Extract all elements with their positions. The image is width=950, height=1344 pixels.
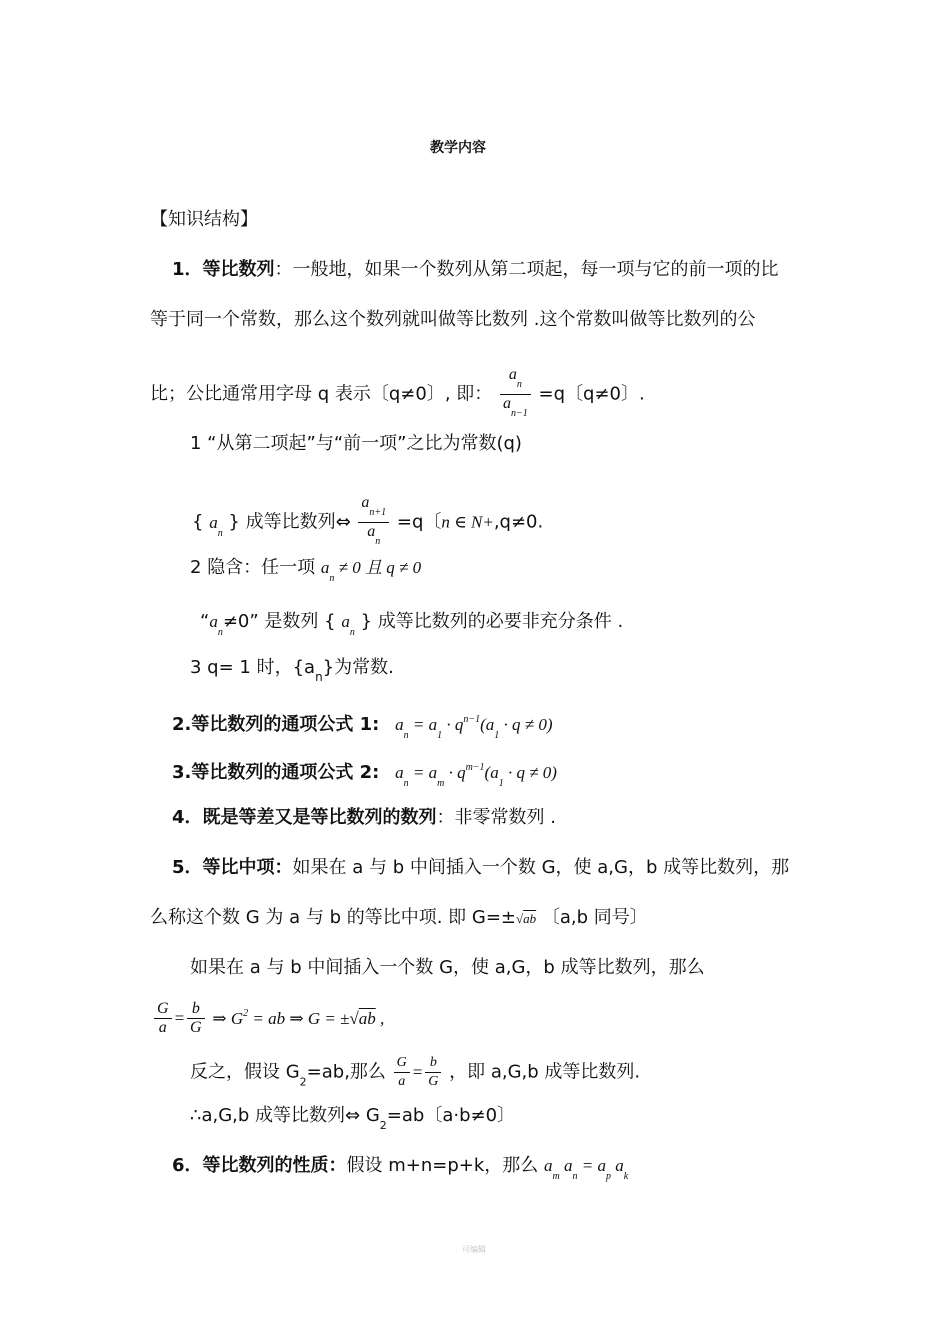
item5-text-a: 如果在 a 与 b 中间插入一个数 G，使 a,G，b 成等比数列，那	[292, 857, 790, 878]
item5-converse: 反之，假设 $G_2=ab$,那么 $\frac{G}{a}$ = $\frac{b}{G}$ ，即 a,G,b 成等比数列.	[190, 1055, 641, 1089]
note1b-pre: {	[192, 511, 204, 533]
derivation-math: ⇒ $G^2$ = ab ⇒ G = ±√ab ,	[212, 1007, 385, 1028]
item5-para: 如果在 a 与 b 中间插入一个数 G，使 a,G，b 成等比数列，那么	[190, 957, 705, 978]
g-over-a: $\frac{G}{a}$	[154, 1000, 172, 1037]
item5-text-b: 么称这个数 G 为 a 与 b 的等比中项. 即 G=±	[150, 907, 517, 928]
formula2: $a_n = a_m \cdot q^{m-1}(a_1 \cdot q \ne 0)$	[395, 762, 557, 789]
item3	[172, 756, 557, 796]
item2	[172, 708, 553, 748]
note3-end: }为常数.	[322, 657, 394, 678]
note2b-an-2: $a_n$	[341, 612, 355, 638]
note2b-an: $a_n$	[209, 612, 223, 638]
note2	[190, 556, 421, 591]
b-over-g: $\frac{b}{G}$	[187, 1000, 205, 1037]
item5-therefore-b: =ab〔a·b≠0〕	[386, 1105, 516, 1126]
n-in-N: n ∈ N+	[441, 512, 494, 532]
sqrt-ab: √ab	[516, 911, 537, 926]
item5-conv-c: ，即 a,G,b 成等比数列.	[449, 1061, 641, 1083]
item5-derivation: $\frac{G}{a}$ = $\frac{b}{G}$ ⇒ $G^2$ = ab ⇒ G = ±√ab ,	[152, 1000, 384, 1037]
note1b	[192, 494, 543, 551]
item5-text-b-end: 〔a,b 同号〕	[541, 907, 648, 928]
note2b-end: } 成等比数列的必要非充分条件 .	[360, 611, 624, 632]
item1-text-c-end: =q〔q≠0〕.	[538, 383, 645, 405]
item6	[172, 1154, 628, 1189]
item1-line3	[150, 366, 645, 423]
page-footer: 可编辑	[462, 1245, 486, 1254]
item1-label: 1．等比数列	[172, 259, 275, 280]
note1b-end: =q〔	[396, 511, 442, 533]
item5-line1	[172, 856, 789, 880]
page-title: 教学内容	[430, 140, 486, 156]
note2b	[200, 610, 623, 645]
item4	[172, 806, 556, 830]
an-term: $a_n$	[209, 512, 223, 539]
item1-text-a: ：一般地，如果一个数列从第二项起，每一项与它的前一项的比	[274, 259, 779, 280]
formula1: $a_n = a_1 \cdot q^{n-1}(a_1 \cdot q \ne 0)$	[395, 714, 553, 741]
item6-label: 6．等比数列的性质：	[172, 1155, 347, 1176]
note2-math: $a_n \ne 0$ 且 q ≠ 0	[320, 558, 422, 584]
item5-conv-a: 反之，假设 G	[190, 1061, 300, 1083]
ratio-fraction-2: $\frac{a_{n+1}}{a_n}$	[358, 494, 389, 551]
g-over-a-2: $\frac{G}{a}$	[394, 1054, 410, 1091]
item5-therefore-a: ∴a,G,b 成等比数列⇔ G	[190, 1105, 380, 1126]
item1-line1	[172, 258, 779, 282]
item1-line2: 等于同一个常数，那么这个数列就叫做等比数列 .这个常数叫做等比数列的公	[150, 309, 756, 330]
item2-label: 2.等比数列的通项公式 1:	[172, 714, 380, 735]
note2b-mid: ≠0” 是数列 {	[222, 611, 336, 632]
note1b-tail: ,q≠0.	[493, 511, 544, 533]
note1: 1 “从第二项起”与“前一项”之比为常数(q)	[190, 433, 522, 454]
item4-label: 4．既是等差又是等比数列的数列	[172, 807, 437, 828]
item5-line2	[150, 906, 648, 931]
item4-text: ：非零常数列 .	[436, 807, 556, 828]
ratio-fraction: $\frac{a_n}{a_{n-1}}$	[500, 366, 531, 423]
note2-text: 2 隐含：任一项	[190, 557, 316, 578]
item5-conv-b: =ab,那么	[306, 1061, 386, 1083]
note1b-mid: } 成等比数列⇔	[228, 511, 351, 533]
item6-math: $a_m$ $a_n = a_p$ $a_k$	[544, 1156, 629, 1182]
note2b-pre: “	[200, 611, 210, 632]
item3-label: 3.等比数列的通项公式 2:	[172, 762, 380, 783]
section-header: 【知识结构】	[150, 209, 258, 230]
note3-text: 3 q= 1 时，{a	[190, 657, 316, 678]
item6-text: 假设 m+n=p+k，那么	[346, 1155, 539, 1176]
item1-text-c: 比；公比通常用字母 q 表示〔q≠0〕, 即：	[150, 383, 493, 405]
item5-therefore: ∴a,G,b 成等比数列⇔ $G_2=ab$〔a·b≠0〕	[190, 1105, 516, 1132]
b-over-g-2: $\frac{b}{G}$	[425, 1054, 441, 1091]
note3: 3 q= 1 时，$\{a_n\}$为常数.	[190, 657, 394, 684]
item5-label: 5．等比中项：	[172, 857, 293, 878]
